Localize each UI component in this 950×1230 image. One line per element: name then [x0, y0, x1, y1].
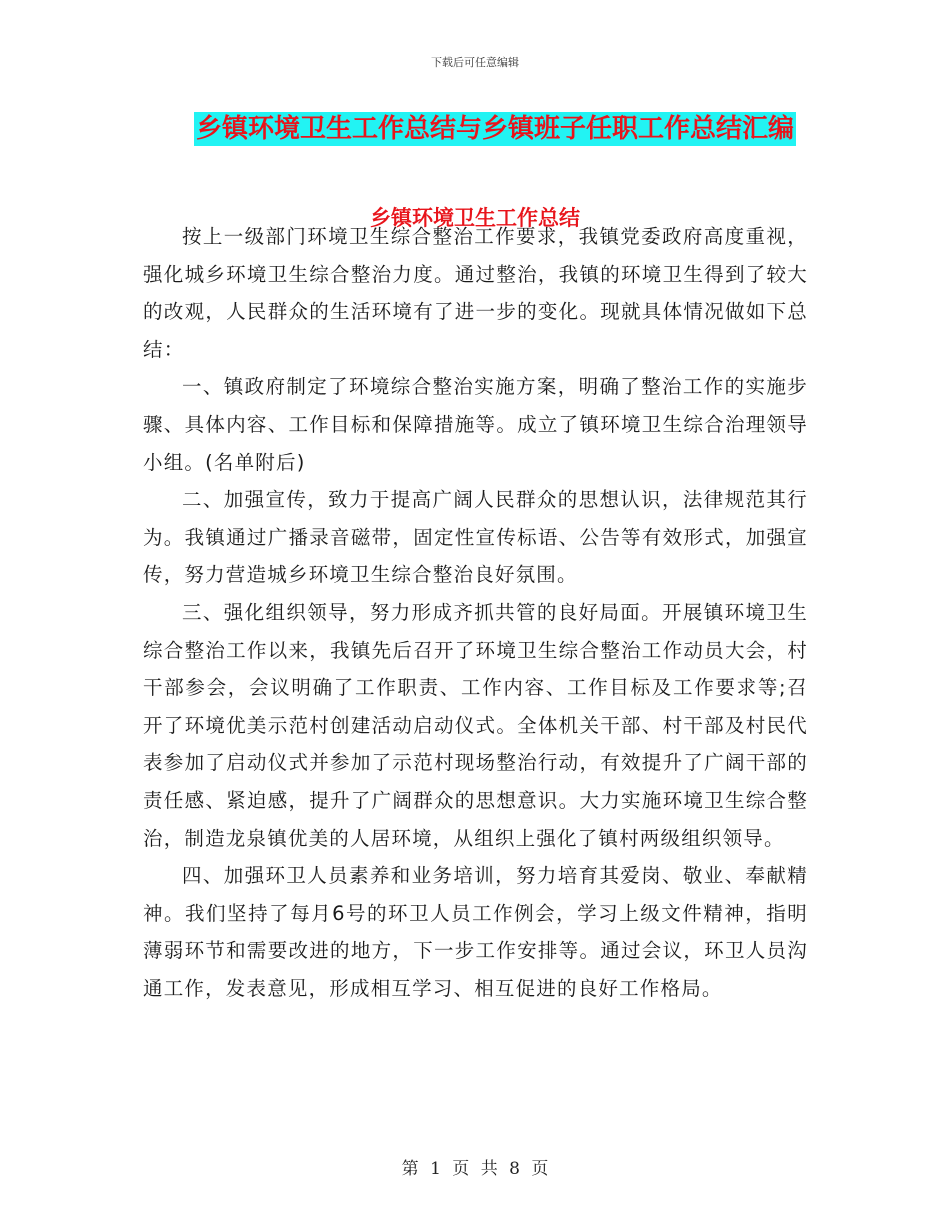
page-number: 第 1 页 共 8 页	[401, 1159, 549, 1179]
section-title: 乡镇环境卫生工作总结	[370, 206, 580, 230]
document-body	[143, 218, 808, 1007]
paragraph-item-1: 一、镇政府制定了环境综合整治实施方案，明确了整治工作的实施步骤、具体内容、工作目标和保障措施等。成立了镇环境卫生综合治理领导小组。(名单附后)	[143, 375, 808, 474]
paragraph-item-3: 三、强化组织领导，努力形成齐抓共管的良好局面。开展镇环境卫生综合整治工作以来，我镇先后召开了环境卫生综合整治工作动员大会，村干部参会，会议明确了工作职责、工作内容、工作目标及工作要求等;召开了环境优美示范村创建活动启动仪式。全体机关干部、村干部及村民代表参加了启动仪式并参加了示范村现场整治行动，有效提升了广阔干部的责任感、紧迫感，提升了广阔群众的思想意识。大力实施环境卫生综合整治，制造龙泉镇优美的人居环境，从组织上强化了镇村两级组织领导。	[143, 600, 808, 850]
document-title: 乡镇环境卫生工作总结与乡镇班子任职工作总结汇编	[195, 114, 794, 144]
document-title-container	[0, 112, 950, 146]
page-header-note: 下载后可任意编辑	[431, 56, 519, 69]
paragraph-item-4: 四、加强环卫人员素养和业务培训，努力培育其爱岗、敬业、奉献精神。我们坚持了每月6号的环卫人员工作例会，学习上级文件精神，指明薄弱环节和需要改进的地方，下一步工作安排等。通过会议，环卫人员沟通工作，发表意见，形成相互学习、相互促进的良好工作格局。	[143, 864, 808, 1000]
paragraph-intro: 按上一级部门环境卫生综合整治工作要求，我镇党委政府高度重视，强化城乡环境卫生综合整治力度。通过整治，我镇的环境卫生得到了较大的改观，人民群众的生活环境有了进一步的变化。现就具体情况做如下总结：	[143, 225, 808, 361]
paragraph-item-2: 二、加强宣传，致力于提高广阔人民群众的思想认识，法律规范其行为。我镇通过广播录音磁带，固定性宣传标语、公告等有效形式，加强宣传，努力营造城乡环境卫生综合整治良好氛围。	[143, 488, 808, 587]
